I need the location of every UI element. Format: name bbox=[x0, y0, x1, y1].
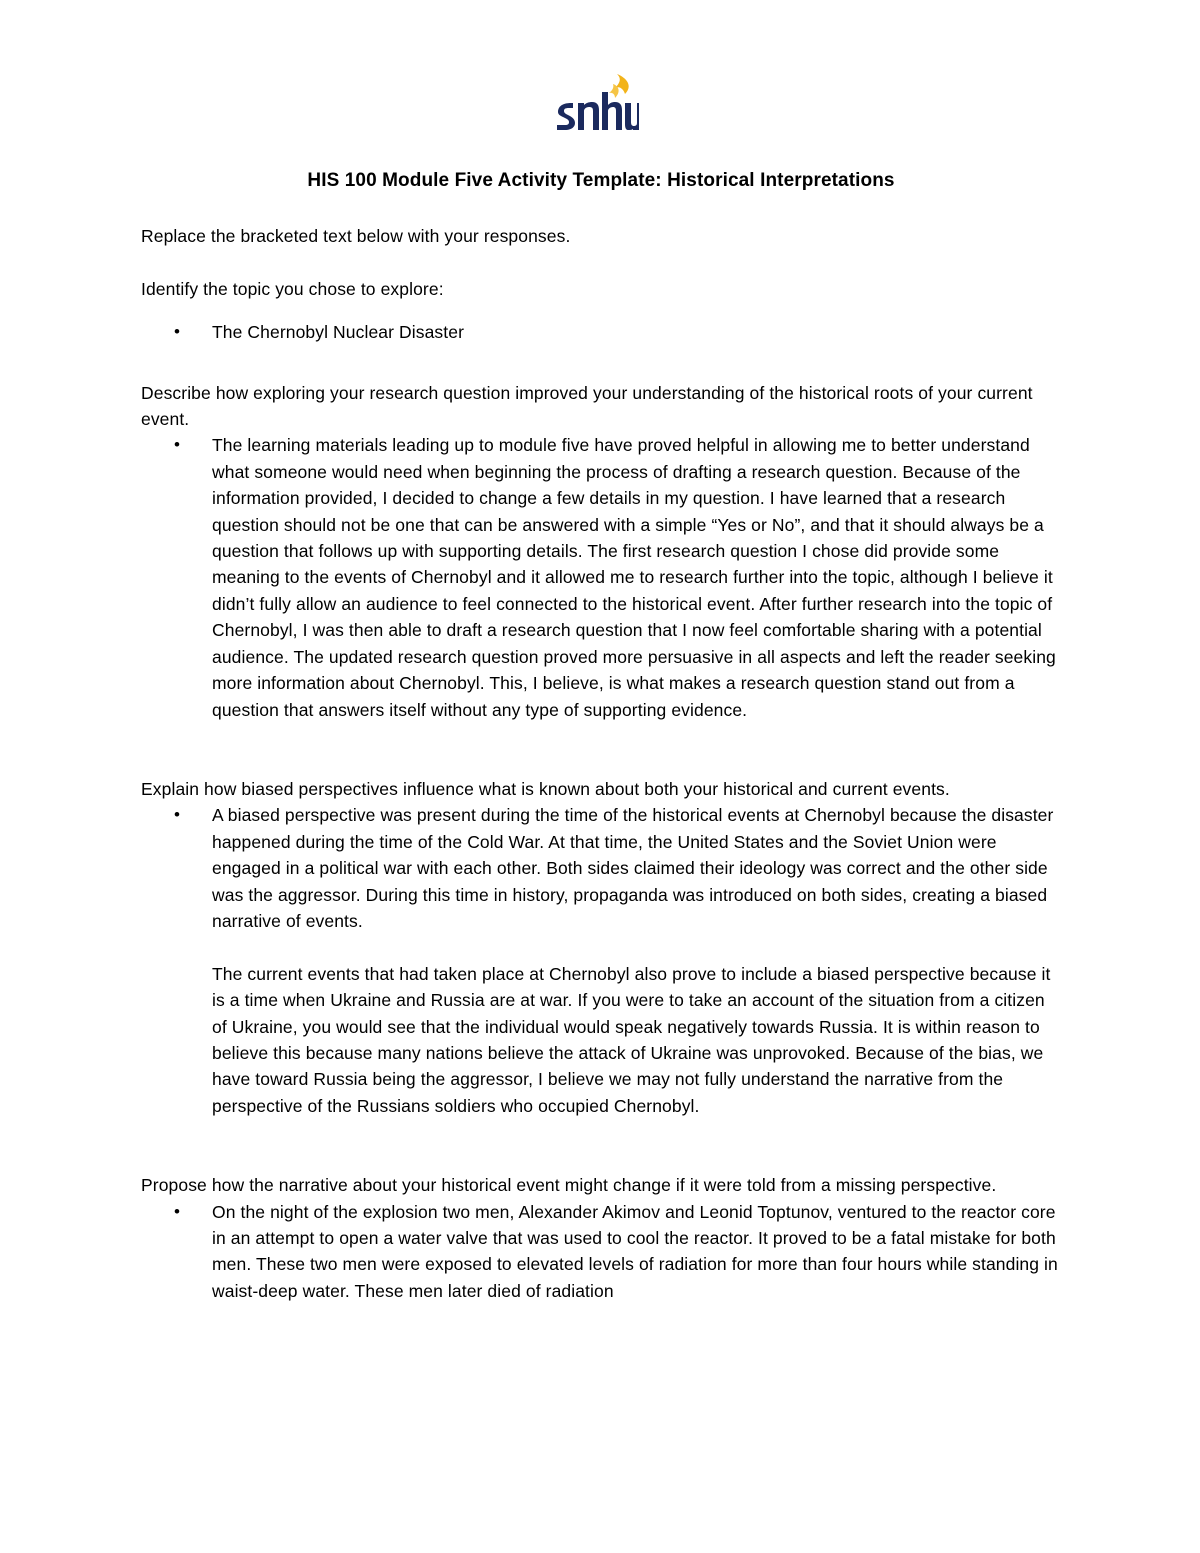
list-item bbox=[141, 1199, 1061, 1305]
instruction-text: Replace the bracketed text below with your responses. bbox=[141, 226, 571, 247]
topic-bullet-list bbox=[141, 319, 1061, 345]
missing-perspective-answer: On the night of the explosion two men, Alexander Akimov and Leonid Toptunov, ventured to the reactor core in an attempt to open a water valve that was used to cool the reactor. It proved to be a fatal mistake for both men. These two men were exposed to elevated levels of radiation for more than four hours while standing in waist-deep water. These men later died of radiation bbox=[212, 1201, 1058, 1301]
missing-perspective-bullet-list bbox=[141, 1199, 1061, 1305]
research-question-answer: The learning materials leading up to module five have proved helpful in allowing me to better understand what someone would need when beginning the process of drafting a research question. Because of the information provided, I decided to change a few details in my question. I have learned that a research question should not be one that can be answered with a simple “Yes or No”, and that it should always be a question that follows up with supporting details. The first research question I chose did provide some meaning to the events of Chernobyl and it allowed me to research further into the topic, although I believe it didn’t fully allow an audience to feel connected to the historical event. After further research into the topic of Chernobyl, I was then able to draft a research question that I now feel comfortable sharing with a potential audience. The updated research question proved more persuasive in all aspects and left the reader seeking more information about Chernobyl. This, I believe, is what makes a research question stand out from a question that answers itself without any type of supporting evidence. bbox=[212, 435, 1056, 720]
snhu-logo bbox=[555, 72, 639, 134]
list-item bbox=[141, 802, 1061, 1119]
topic-prompt: Identify the topic you chose to explore: bbox=[141, 278, 444, 299]
biased-perspectives-answer-current: The current events that had taken place at Chernobyl also prove to include a biased perspective because it is a time when Ukraine and Russia are at war. If you were to take an account of the situation from a citizen of Ukraine, you would see that the individual would speak negatively towards Russia. It is within reason to believe this because many nations believe the attack of Ukraine was unprovoked. Because of the bias, we have toward Russia being the aggressor, I believe we may not fully understand the narrative from the perspective of the Russians soldiers who occupied Chernobyl. bbox=[212, 963, 1051, 1116]
document-title: HIS 100 Module Five Activity Template: Historical Interpretations bbox=[307, 170, 895, 191]
biased-perspectives-prompt: Explain how biased perspectives influence what is known about both your historical and current events. bbox=[141, 778, 950, 799]
research-question-bullet-list bbox=[141, 432, 1061, 722]
biased-perspectives-bullet-list bbox=[141, 802, 1061, 1119]
topic-answer: The Chernobyl Nuclear Disaster bbox=[212, 322, 464, 343]
research-question-prompt: Describe how exploring your research question improved your understanding of the historical roots of your current event. bbox=[141, 382, 1033, 430]
missing-perspective-prompt: Propose how the narrative about your historical event might change if it were told from a missing perspective. bbox=[141, 1175, 997, 1196]
bullet-icon: • bbox=[174, 1201, 181, 1221]
document-body bbox=[141, 168, 1061, 1304]
list-item bbox=[141, 319, 1061, 345]
list-item bbox=[141, 432, 1061, 722]
biased-perspectives-answer-historical: A biased perspective was present during the time of the historical events at Chernobyl because the disaster happened during the time of the Cold War. At that time, the United States and the Soviet Union were engaged in a political war with each other. Both sides claimed their ideology was correct and the other side was the aggressor. During this time in history, propaganda was introduced on both sides, creating a biased narrative of events. bbox=[212, 805, 1054, 931]
bullet-icon: • bbox=[174, 435, 181, 455]
bullet-icon: • bbox=[174, 322, 181, 342]
bullet-icon: • bbox=[174, 805, 181, 825]
